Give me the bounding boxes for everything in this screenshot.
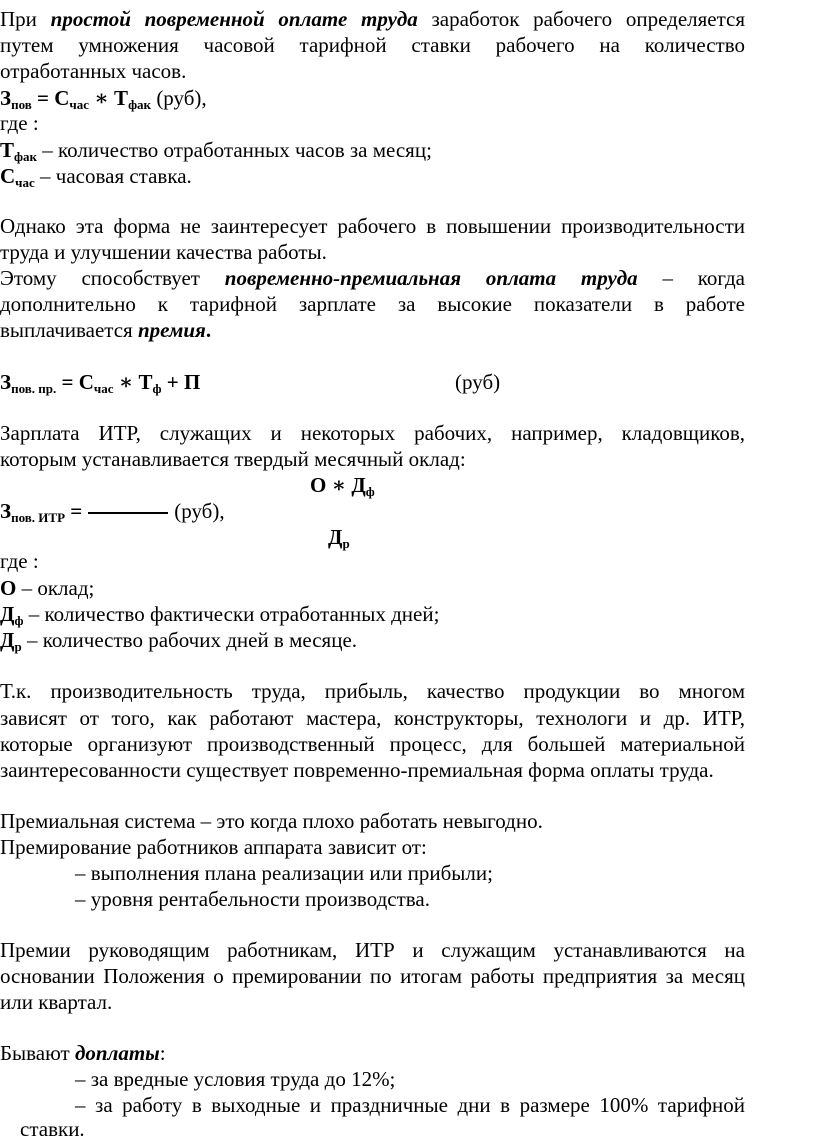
paragraph-7-line-1: Бывают доплаты: — [0, 1041, 166, 1065]
paragraph-2-line-1: Однако эта форма не заинтересует рабочего в повышении производительности — [0, 214, 745, 238]
paragraph-6-line-2: основании Положения о премировании по итогам работы предприятия за месяц — [0, 964, 745, 988]
paragraph-1-line-2: путем умножения часовой тарифной ставки рабочего на количество — [0, 33, 745, 57]
paragraph-2-line-5: выплачивается премия. — [0, 318, 212, 342]
paragraph-2-line-2: труда и улучшении качества работы. — [0, 240, 327, 264]
paragraph-2-line-4: дополнительно к тарифной зарплате за высокие показатели в работе — [0, 292, 745, 316]
paragraph-3-line-1: Зарплата ИТР, служащих и некоторых рабочих, например, кладовщиков, — [0, 421, 745, 445]
formula-2: $З_{пов. пр.} = С_{час}$ ∗ $Т_ф + П$ (руб) — [0, 370, 501, 396]
formula-3-where: где : — [0, 549, 39, 573]
formula-3: $З_{пов. ИТР} = (руб)$, — [0, 499, 225, 525]
formula-3-def-2: $Д_ф$ – количество фактически отработанных дней; — [0, 602, 440, 628]
paragraph-5-line-1: Премиальная система – это когда плохо работать невыгодно. — [0, 809, 543, 833]
formula-3-def-1: О – оклад; — [0, 576, 95, 600]
list-item: – выполнения плана реализации или прибыли; — [75, 861, 493, 885]
formula-3-def-3: $Д_р$ – количество рабочих дней в месяце. — [0, 628, 358, 654]
list-item-continuation: ставки. — [20, 1117, 85, 1141]
term-bonus: премия — [137, 318, 206, 342]
paragraph-6-line-3: или квартал. — [0, 990, 113, 1014]
formula-2-unit: (руб) — [455, 370, 501, 394]
paragraph-4-line-4: заинтересованности существует повременно-премиальная форма оплаты труда. — [0, 758, 714, 782]
paragraph-4-line-3: которые организуют производственный процесс, для большей материальной — [0, 732, 745, 756]
formula-1: $З_{пов} = С_{час}$ ∗ $Т_{фак}$ (руб), — [0, 86, 207, 112]
paragraph-5-line-2: Премирование работников аппарата зависит от: — [0, 835, 427, 859]
term-simple-time-pay: простой повременной оплате труда — [50, 7, 418, 31]
paragraph-2-line-3: Этому способствует повременно-премиальная оплата труда – когда — [0, 266, 745, 290]
paragraph-1-line-1: При простой повременной оплате труда заработок рабочего определяется — [0, 7, 746, 31]
list-item: – за работу в выходные и праздничные дни в размере 100% тарифной — [75, 1093, 745, 1117]
formula-1-def-1: $Т_{фак}$ – количество отработанных часов за месяц; — [0, 138, 432, 164]
formula-1-def-2: $С_{час}$ – часовая ставка. — [0, 164, 192, 190]
fraction-line — [88, 512, 168, 514]
term-surcharges: доплаты — [74, 1041, 160, 1065]
paragraph-4-line-2: зависят от того, как работают мастера, конструкторы, технологи и др. ИТР, — [0, 706, 745, 730]
formula-3-numerator: О ∗ $Д_ф$ — [310, 473, 375, 499]
paragraph-6-line-1: Премии руководящим работникам, ИТР и служащим устанавливаются на — [0, 938, 745, 962]
formula-3-denominator: $Д_р$ — [328, 525, 350, 551]
list-item: – уровня рентабельности производства. — [75, 887, 430, 911]
paragraph-1-line-3: отработанных часов. — [0, 59, 187, 83]
list-item: – за вредные условия труда до 12%; — [75, 1067, 396, 1091]
formula-1-where: где : — [0, 111, 39, 135]
paragraph-3-line-2: которым устанавливается твердый месячный оклад: — [0, 447, 466, 471]
term-time-bonus-pay: повременно-премиальная оплата труда — [224, 266, 638, 290]
paragraph-4-line-1: Т.к. производительность труда, прибыль, качество продукции во многом — [0, 679, 745, 703]
